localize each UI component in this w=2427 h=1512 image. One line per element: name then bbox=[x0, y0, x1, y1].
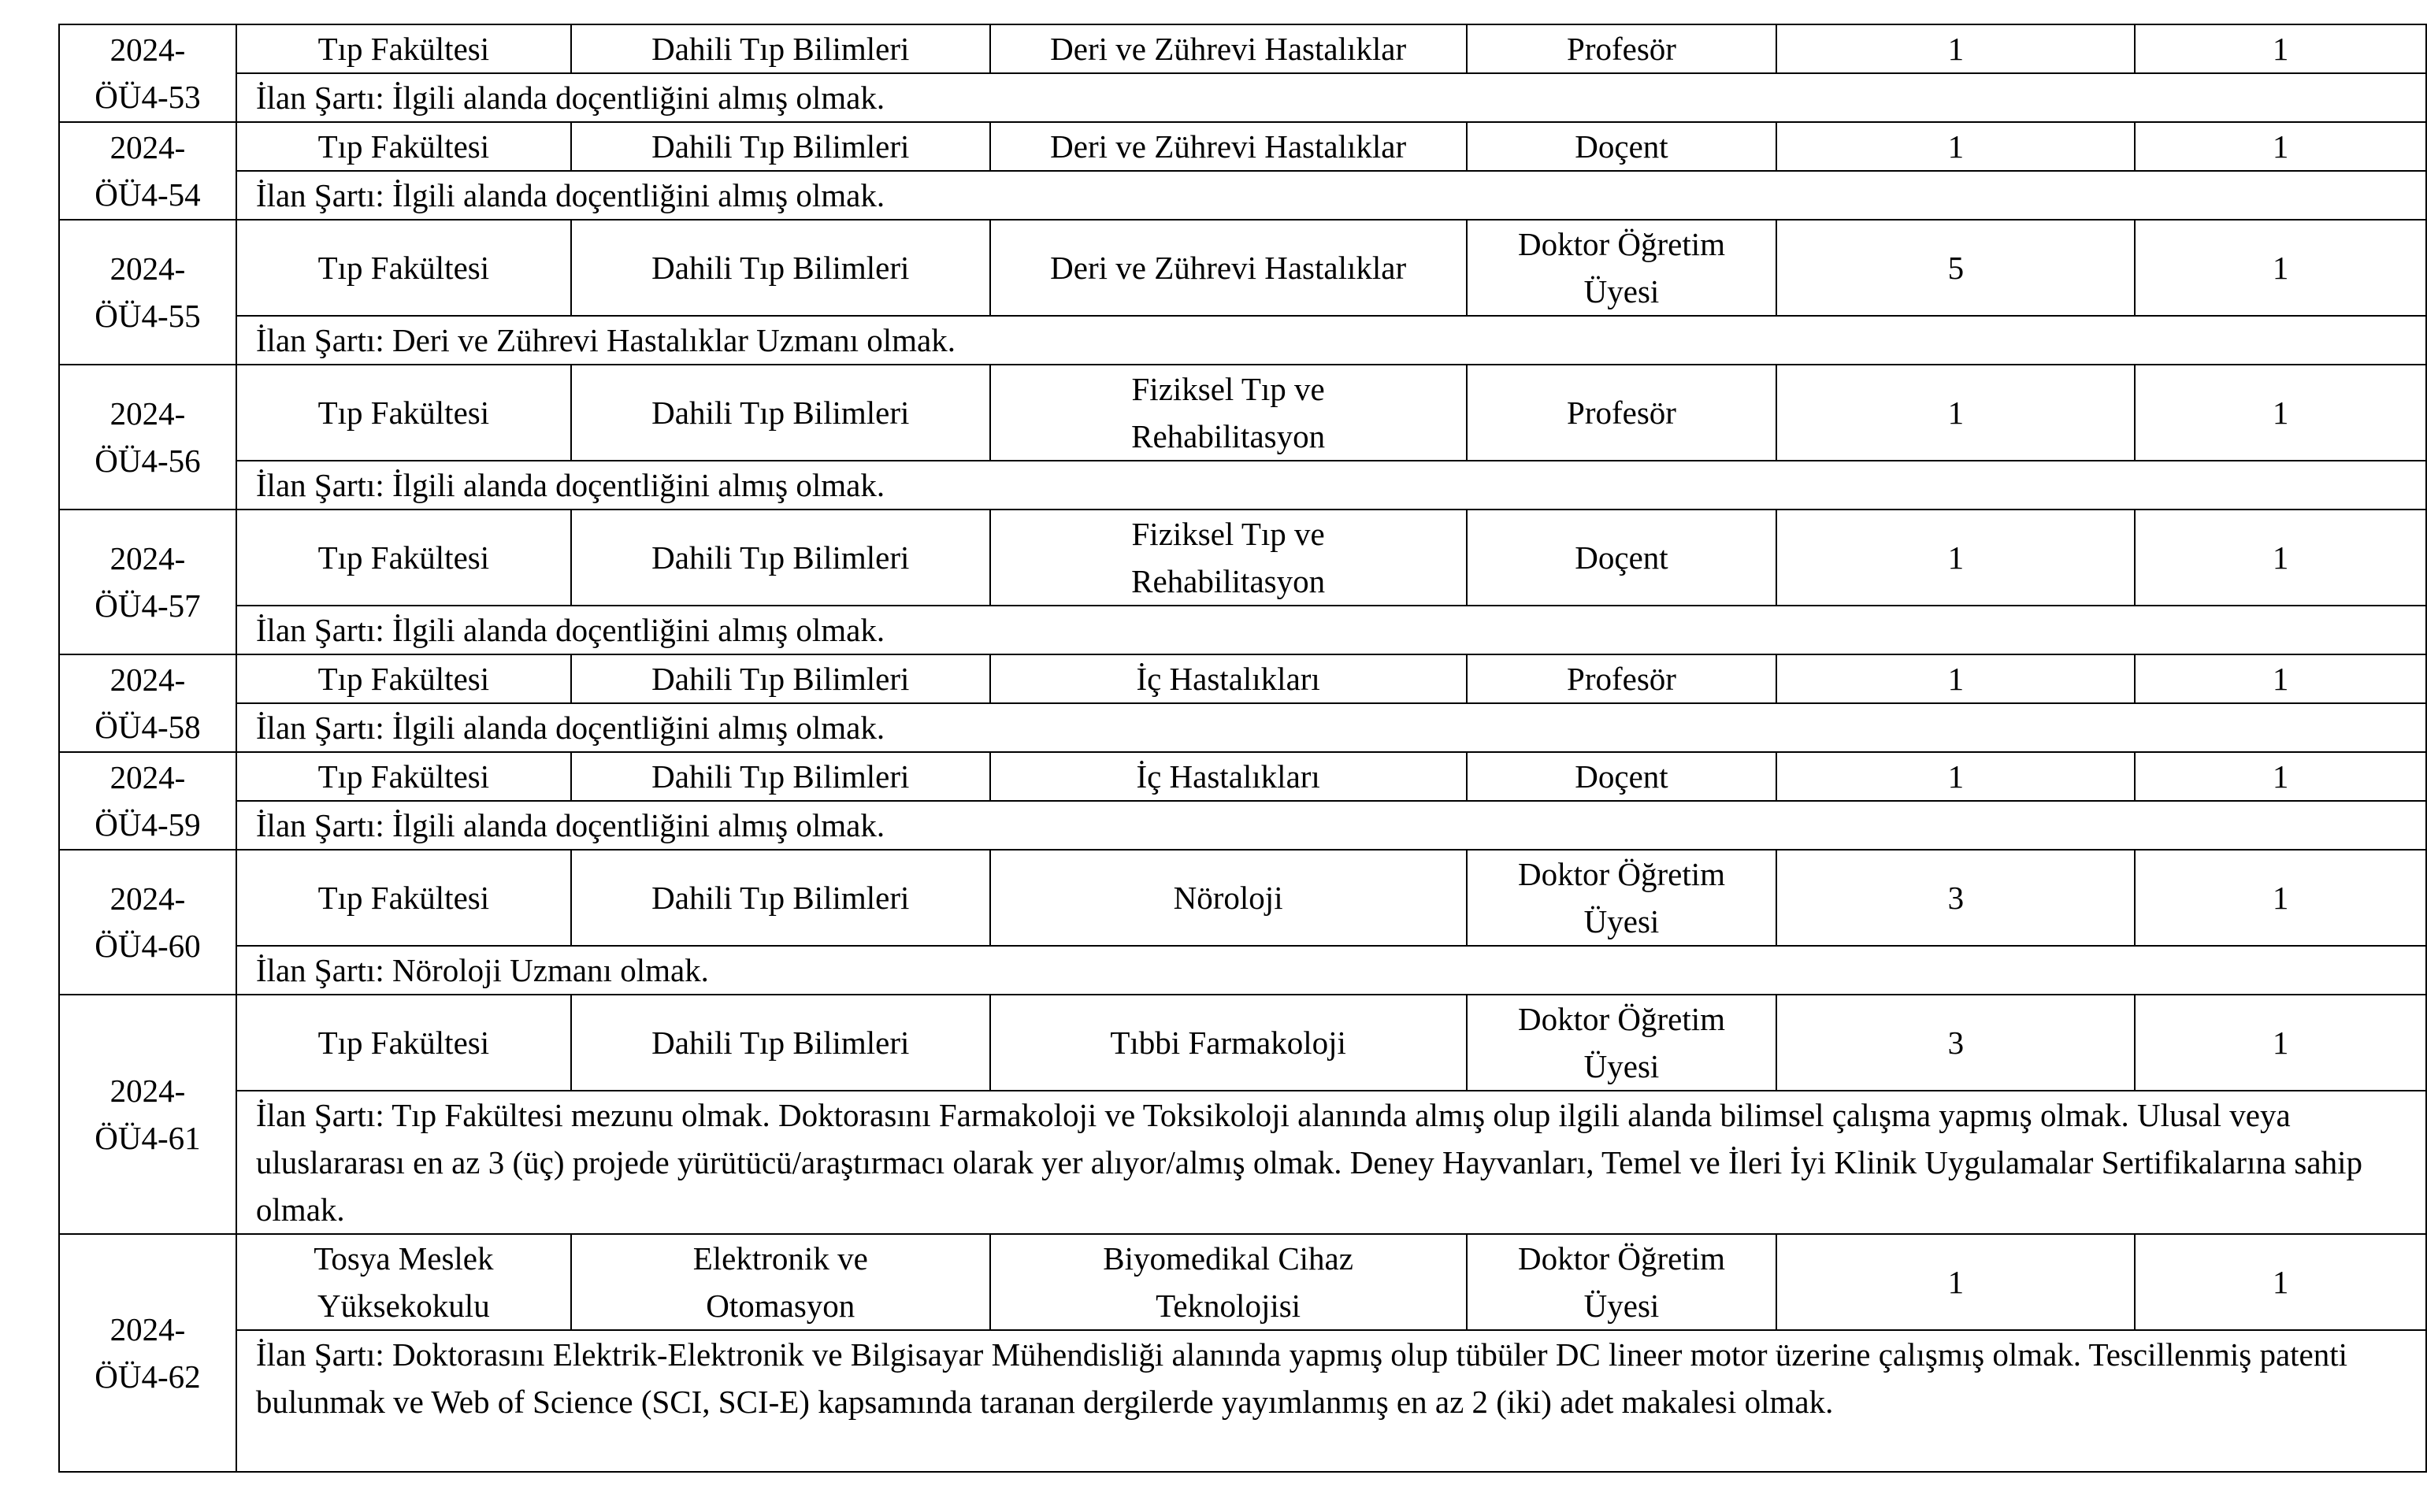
department-cell: Elektronik ve Otomasyon bbox=[571, 1234, 990, 1330]
requirement-row bbox=[59, 1091, 2426, 1234]
title-cell: Doçent bbox=[1467, 510, 1777, 606]
code-year: 2024- bbox=[109, 32, 186, 68]
requirement-text: İlan Şartı: İlgili alanda doçentliğini almış olmak. bbox=[236, 703, 2426, 752]
program-cell: Tıbbi Farmakoloji bbox=[990, 995, 1467, 1091]
vacancy-code bbox=[59, 752, 236, 850]
faculty-cell: Tıp Fakültesi bbox=[236, 752, 571, 801]
vacancy-code bbox=[59, 654, 236, 752]
code-number: ÖÜ4-53 bbox=[95, 79, 201, 115]
code-number: ÖÜ4-59 bbox=[95, 806, 201, 843]
value-cell: 1 bbox=[2135, 365, 2426, 461]
department-cell: Dahili Tıp Bilimleri bbox=[571, 850, 990, 946]
vacancy-code bbox=[59, 122, 236, 220]
count-cell: 1 bbox=[1776, 510, 2135, 606]
table-row bbox=[59, 220, 2426, 316]
count-cell: 1 bbox=[1776, 122, 2135, 171]
department-cell: Dahili Tıp Bilimleri bbox=[571, 654, 990, 703]
code-year: 2024- bbox=[109, 250, 186, 287]
title-cell: Profesör bbox=[1467, 654, 1777, 703]
count-cell: 1 bbox=[1776, 365, 2135, 461]
requirement-row bbox=[59, 316, 2426, 365]
title-cell: Doçent bbox=[1467, 752, 1777, 801]
code-number: ÖÜ4-55 bbox=[95, 298, 201, 334]
department-cell: Dahili Tıp Bilimleri bbox=[571, 220, 990, 316]
program-cell: Biyomedikal Cihaz Teknolojisi bbox=[990, 1234, 1467, 1330]
table-row bbox=[59, 365, 2426, 461]
count-cell: 3 bbox=[1776, 850, 2135, 946]
faculty-cell: Tıp Fakültesi bbox=[236, 850, 571, 946]
program-cell: Deri ve Zührevi Hastalıklar bbox=[990, 220, 1467, 316]
vacancy-table bbox=[58, 24, 2427, 1473]
vacancy-code bbox=[59, 24, 236, 122]
code-year: 2024- bbox=[109, 662, 186, 698]
requirement-text: İlan Şartı: Doktorasını Elektrik-Elektronik ve Bilgisayar Mühendisliği alanında yapmış olup tübüler DC lineer motor üzerine çalışmış olmak. Tescillenmiş patenti bulunmak ve Web of Science (SCI, SCI-E) kapsamında taranan dergilerde yayımlanmış en az 2 (iki) adet makalesi olmak. bbox=[236, 1330, 2426, 1472]
department-cell: Dahili Tıp Bilimleri bbox=[571, 752, 990, 801]
department-cell: Dahili Tıp Bilimleri bbox=[571, 365, 990, 461]
requirement-text: İlan Şartı: İlgili alanda doçentliğini almış olmak. bbox=[236, 801, 2426, 850]
title-cell: Profesör bbox=[1467, 365, 1777, 461]
table-row bbox=[59, 1234, 2426, 1330]
table-row bbox=[59, 850, 2426, 946]
faculty-cell: Tıp Fakültesi bbox=[236, 995, 571, 1091]
title-cell: Doktor Öğretim Üyesi bbox=[1467, 995, 1777, 1091]
title-cell: Doktor Öğretim Üyesi bbox=[1467, 1234, 1777, 1330]
vacancy-code bbox=[59, 365, 236, 510]
vacancy-code bbox=[59, 510, 236, 654]
department-cell: Dahili Tıp Bilimleri bbox=[571, 122, 990, 171]
faculty-cell: Tıp Fakültesi bbox=[236, 365, 571, 461]
program-cell: İç Hastalıkları bbox=[990, 654, 1467, 703]
count-cell: 3 bbox=[1776, 995, 2135, 1091]
value-cell: 1 bbox=[2135, 220, 2426, 316]
title-cell: Doçent bbox=[1467, 122, 1777, 171]
requirement-row bbox=[59, 461, 2426, 510]
code-year: 2024- bbox=[109, 1073, 186, 1109]
requirement-text: İlan Şartı: İlgili alanda doçentliğini almış olmak. bbox=[236, 73, 2426, 122]
requirement-row bbox=[59, 1330, 2426, 1472]
requirement-text: İlan Şartı: Deri ve Zührevi Hastalıklar Uzmanı olmak. bbox=[236, 316, 2426, 365]
faculty-cell: Tosya Meslek Yüksekokulu bbox=[236, 1234, 571, 1330]
program-cell: Fiziksel Tıp ve Rehabilitasyon bbox=[990, 365, 1467, 461]
requirement-row bbox=[59, 606, 2426, 654]
requirement-text: İlan Şartı: İlgili alanda doçentliğini almış olmak. bbox=[236, 461, 2426, 510]
code-number: ÖÜ4-54 bbox=[95, 176, 201, 213]
vacancy-code bbox=[59, 1234, 236, 1472]
table-row bbox=[59, 752, 2426, 801]
requirement-text: İlan Şartı: Tıp Fakültesi mezunu olmak. Doktorasını Farmakoloji ve Toksikoloji alanında almış olup ilgili alanda bilimsel çalışma yapmış olmak. Ulusal veya uluslararası en az 3 (üç) projede yürütücü/araştırmacı olarak yer alıyor/almış olmak. Deney Hayvanları, Temel ve İleri İyi Klinik Uygulamalar Sertifikalarına sahip olmak. bbox=[236, 1091, 2426, 1234]
code-year: 2024- bbox=[109, 1311, 186, 1347]
title-cell: Doktor Öğretim Üyesi bbox=[1467, 850, 1777, 946]
department-cell: Dahili Tıp Bilimleri bbox=[571, 995, 990, 1091]
department-cell: Dahili Tıp Bilimleri bbox=[571, 24, 990, 73]
code-number: ÖÜ4-61 bbox=[95, 1120, 201, 1156]
program-cell: Nöroloji bbox=[990, 850, 1467, 946]
code-number: ÖÜ4-60 bbox=[95, 928, 201, 964]
value-cell: 1 bbox=[2135, 24, 2426, 73]
table-row bbox=[59, 510, 2426, 606]
requirement-row bbox=[59, 171, 2426, 220]
requirement-row bbox=[59, 946, 2426, 995]
faculty-cell: Tıp Fakültesi bbox=[236, 220, 571, 316]
requirement-text: İlan Şartı: İlgili alanda doçentliğini almış olmak. bbox=[236, 171, 2426, 220]
code-year: 2024- bbox=[109, 395, 186, 432]
value-cell: 1 bbox=[2135, 752, 2426, 801]
table-row bbox=[59, 995, 2426, 1091]
code-number: ÖÜ4-58 bbox=[95, 709, 201, 745]
program-cell: Fiziksel Tıp ve Rehabilitasyon bbox=[990, 510, 1467, 606]
value-cell: 1 bbox=[2135, 122, 2426, 171]
requirement-row bbox=[59, 703, 2426, 752]
count-cell: 1 bbox=[1776, 752, 2135, 801]
count-cell: 1 bbox=[1776, 1234, 2135, 1330]
count-cell: 1 bbox=[1776, 654, 2135, 703]
faculty-cell: Tıp Fakültesi bbox=[236, 24, 571, 73]
table-row bbox=[59, 122, 2426, 171]
requirement-row bbox=[59, 801, 2426, 850]
program-cell: Deri ve Zührevi Hastalıklar bbox=[990, 24, 1467, 73]
requirement-text: İlan Şartı: İlgili alanda doçentliğini almış olmak. bbox=[236, 606, 2426, 654]
count-cell: 1 bbox=[1776, 24, 2135, 73]
requirement-text: İlan Şartı: Nöroloji Uzmanı olmak. bbox=[236, 946, 2426, 995]
vacancy-code bbox=[59, 850, 236, 995]
table-row bbox=[59, 24, 2426, 73]
code-year: 2024- bbox=[109, 540, 186, 576]
faculty-cell: Tıp Fakültesi bbox=[236, 510, 571, 606]
vacancy-code bbox=[59, 220, 236, 365]
count-cell: 5 bbox=[1776, 220, 2135, 316]
value-cell: 1 bbox=[2135, 850, 2426, 946]
program-cell: İç Hastalıkları bbox=[990, 752, 1467, 801]
department-cell: Dahili Tıp Bilimleri bbox=[571, 510, 990, 606]
vacancy-code bbox=[59, 995, 236, 1234]
value-cell: 1 bbox=[2135, 995, 2426, 1091]
table-row bbox=[59, 654, 2426, 703]
code-year: 2024- bbox=[109, 880, 186, 917]
requirement-row bbox=[59, 73, 2426, 122]
title-cell: Doktor Öğretim Üyesi bbox=[1467, 220, 1777, 316]
value-cell: 1 bbox=[2135, 1234, 2426, 1330]
code-number: ÖÜ4-62 bbox=[95, 1358, 201, 1395]
code-number: ÖÜ4-57 bbox=[95, 587, 201, 624]
code-year: 2024- bbox=[109, 129, 186, 165]
value-cell: 1 bbox=[2135, 510, 2426, 606]
title-cell: Profesör bbox=[1467, 24, 1777, 73]
program-cell: Deri ve Zührevi Hastalıklar bbox=[990, 122, 1467, 171]
faculty-cell: Tıp Fakültesi bbox=[236, 654, 571, 703]
code-number: ÖÜ4-56 bbox=[95, 443, 201, 479]
faculty-cell: Tıp Fakültesi bbox=[236, 122, 571, 171]
code-year: 2024- bbox=[109, 759, 186, 795]
value-cell: 1 bbox=[2135, 654, 2426, 703]
